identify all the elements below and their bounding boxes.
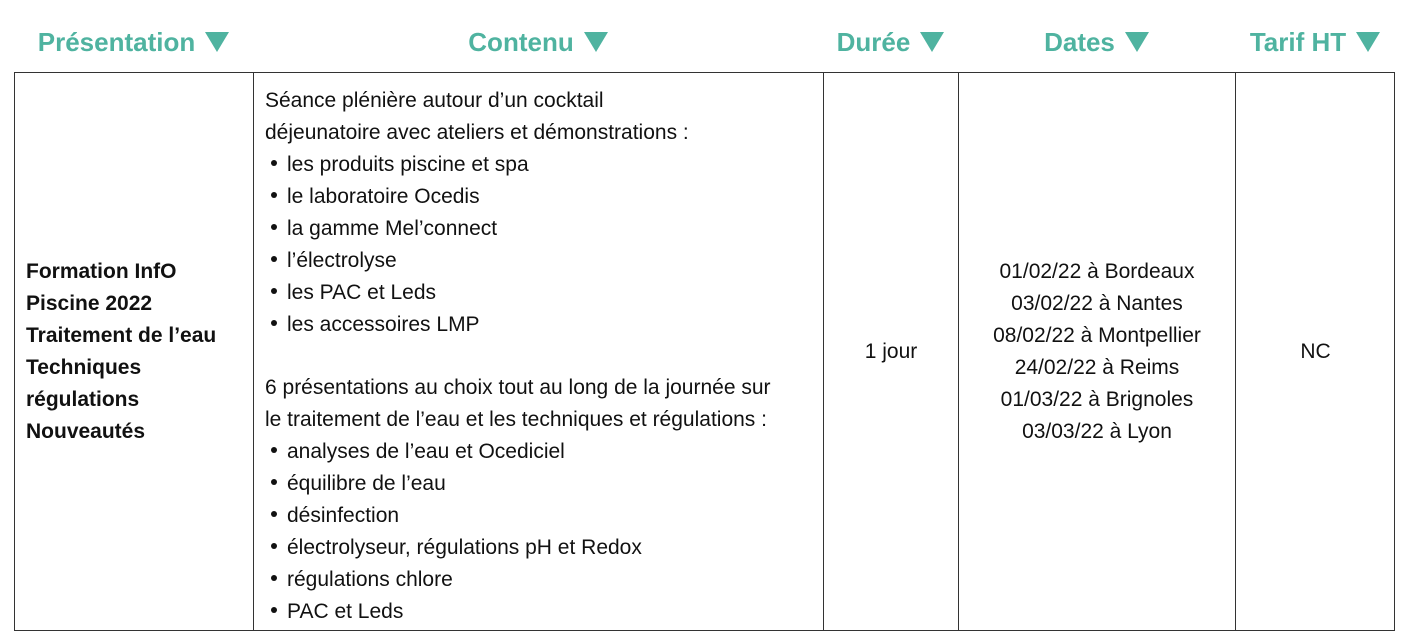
header-duree-label: Durée	[836, 26, 911, 57]
header-duree[interactable]	[823, 22, 958, 62]
presentation-line: Traitement de l’eau	[26, 323, 217, 347]
bullet-icon	[271, 575, 277, 581]
contenu-intro-line: le traitement de l’eau et les techniques et régulations :	[265, 408, 767, 431]
cell-duree	[824, 73, 958, 630]
presentation-line: Formation InfO	[26, 259, 177, 283]
sort-down-icon[interactable]	[920, 32, 944, 52]
contenu-bullet-list	[265, 436, 771, 628]
bullet-icon	[271, 543, 277, 549]
bullet-icon	[271, 224, 277, 230]
cell-dates	[959, 73, 1235, 630]
bullet-icon	[271, 288, 277, 294]
presentation-text	[26, 256, 216, 448]
cell-presentation	[15, 73, 253, 630]
header-presentation-label: Présentation	[37, 26, 196, 57]
header-presentation[interactable]	[14, 22, 253, 62]
date-line: 24/02/22 à Reims	[1014, 355, 1180, 379]
sort-down-icon[interactable]	[1356, 32, 1380, 52]
header-dates[interactable]	[958, 22, 1235, 62]
contenu-intro-line: Séance plénière autour d’un cocktail	[265, 89, 604, 112]
list-item: les accessoires LMP	[265, 309, 771, 341]
bullet-icon	[271, 447, 277, 453]
tarif-value: NC	[1300, 339, 1331, 363]
date-line: 01/02/22 à Bordeaux	[999, 259, 1195, 283]
list-item: la gamme Mel’connect	[265, 213, 771, 245]
list-item: analyses de l’eau et Ocediciel	[265, 436, 771, 468]
duree-value: 1 jour	[864, 339, 918, 363]
contenu-intro-line: déjeunatoire avec ateliers et démonstrations :	[265, 121, 689, 144]
list-item: les PAC et Leds	[265, 277, 771, 309]
presentation-line: Techniques	[26, 355, 142, 379]
bullet-icon	[271, 607, 277, 613]
bullet-icon	[271, 479, 277, 485]
dates-list	[993, 256, 1201, 448]
date-line: 08/02/22 à Montpellier	[993, 323, 1201, 347]
sort-down-icon[interactable]	[205, 32, 229, 52]
header-tarif[interactable]	[1235, 22, 1395, 62]
bullet-icon	[271, 320, 277, 326]
date-line: 01/03/22 à Brignoles	[1000, 387, 1194, 411]
header-contenu[interactable]	[253, 22, 823, 62]
list-item: les produits piscine et spa	[265, 149, 771, 181]
presentation-line: régulations	[26, 387, 140, 411]
cell-contenu	[254, 73, 823, 630]
contenu-intro-line: 6 présentations au choix tout au long de la journée sur	[265, 376, 771, 399]
list-item: électrolyseur, régulations pH et Redox	[265, 532, 771, 564]
contenu-bullet-list	[265, 149, 771, 341]
bullet-icon	[271, 160, 277, 166]
sort-down-icon[interactable]	[584, 32, 608, 52]
list-item: PAC et Leds	[265, 596, 771, 628]
list-item: l’électrolyse	[265, 245, 771, 277]
cell-tarif	[1236, 73, 1395, 630]
date-line: 03/03/22 à Lyon	[1022, 419, 1172, 443]
bullet-icon	[271, 256, 277, 262]
header-tarif-label: Tarif HT	[1249, 26, 1347, 57]
header-contenu-label: Contenu	[468, 26, 574, 57]
bullet-icon	[271, 192, 277, 198]
date-line: 03/02/22 à Nantes	[1011, 291, 1183, 315]
presentation-line: Piscine 2022	[26, 291, 153, 315]
list-item: le laboratoire Ocedis	[265, 181, 771, 213]
sort-down-icon[interactable]	[1125, 32, 1149, 52]
list-item: désinfection	[265, 500, 771, 532]
list-item: équilibre de l’eau	[265, 468, 771, 500]
contenu-text	[265, 85, 771, 628]
list-item: régulations chlore	[265, 564, 771, 596]
bullet-icon	[271, 511, 277, 517]
header-dates-label: Dates	[1044, 26, 1115, 57]
presentation-line: Nouveautés	[26, 419, 146, 443]
